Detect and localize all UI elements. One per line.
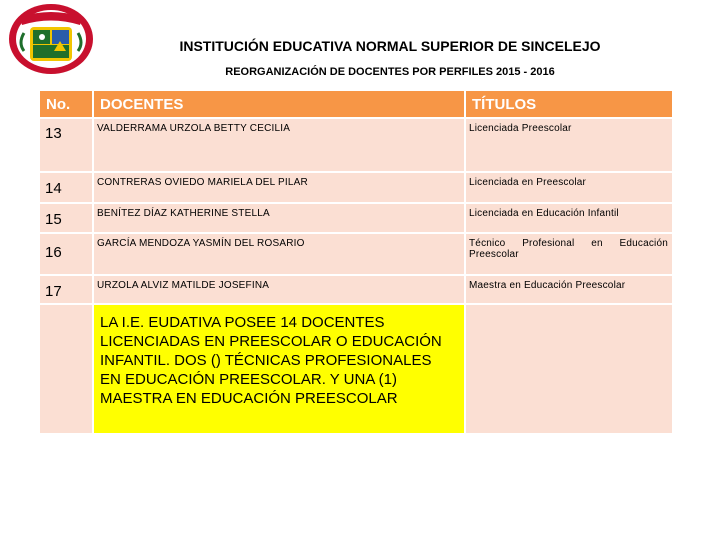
row-number: 14 [40, 173, 92, 202]
school-crest-icon [8, 3, 94, 75]
table-row [40, 276, 672, 303]
teacher-title: Licenciada en Educación Infantil [466, 204, 672, 232]
table-row [40, 204, 672, 232]
header-docentes: DOCENTES [94, 91, 464, 117]
row-number: 16 [40, 234, 92, 274]
row-number: 13 [40, 119, 92, 171]
row-number: 17 [40, 276, 92, 303]
teacher-name: VALDERRAMA URZOLA BETTY CECILIA [94, 119, 464, 171]
empty-cell [40, 305, 92, 433]
note-row [40, 305, 672, 433]
header-no: No. [40, 91, 92, 117]
teacher-name: GARCÍA MENDOZA YASMÍN DEL ROSARIO [94, 234, 464, 274]
teachers-table [38, 89, 674, 435]
teacher-title: Licenciada en Preescolar [466, 173, 672, 202]
page-title: INSTITUCIÓN EDUCATIVA NORMAL SUPERIOR DE SINCELEJO [179, 38, 601, 54]
header-titulos: TÍTULOS [466, 91, 672, 117]
note-cell [94, 305, 464, 433]
teacher-title: Maestra en Educación Preescolar [466, 276, 672, 303]
empty-cell [466, 305, 672, 433]
table-header-row [40, 91, 672, 117]
teacher-title: Técnico Profesional en Educación Preescolar [466, 234, 672, 274]
teacher-title: Licenciada Preescolar [466, 119, 672, 171]
table-row [40, 234, 672, 274]
teacher-name: BENÍTEZ DÍAZ KATHERINE STELLA [94, 204, 464, 232]
table-row [40, 119, 672, 171]
teacher-name: URZOLA ALVIZ MATILDE JOSEFINA [94, 276, 464, 303]
row-number: 15 [40, 204, 92, 232]
summary-note: LA I.E. EUDATIVA POSEE 14 DOCENTES LICENCIADAS EN PREESCOLAR O EDUCACIÓN INFANTIL. DOS () TÉCNICAS PROFESIONALES EN EDUCACIÓN PREESCOLAR. Y UNA (1) MAESTRA EN EDUCACIÓN PREESCOLAR [94, 305, 464, 433]
table-row [40, 173, 672, 202]
teacher-name: CONTRERAS OVIEDO MARIELA DEL PILAR [94, 173, 464, 202]
page-subtitle: REORGANIZACIÓN DE DOCENTES POR PERFILES 2015 - 2016 [225, 66, 555, 78]
